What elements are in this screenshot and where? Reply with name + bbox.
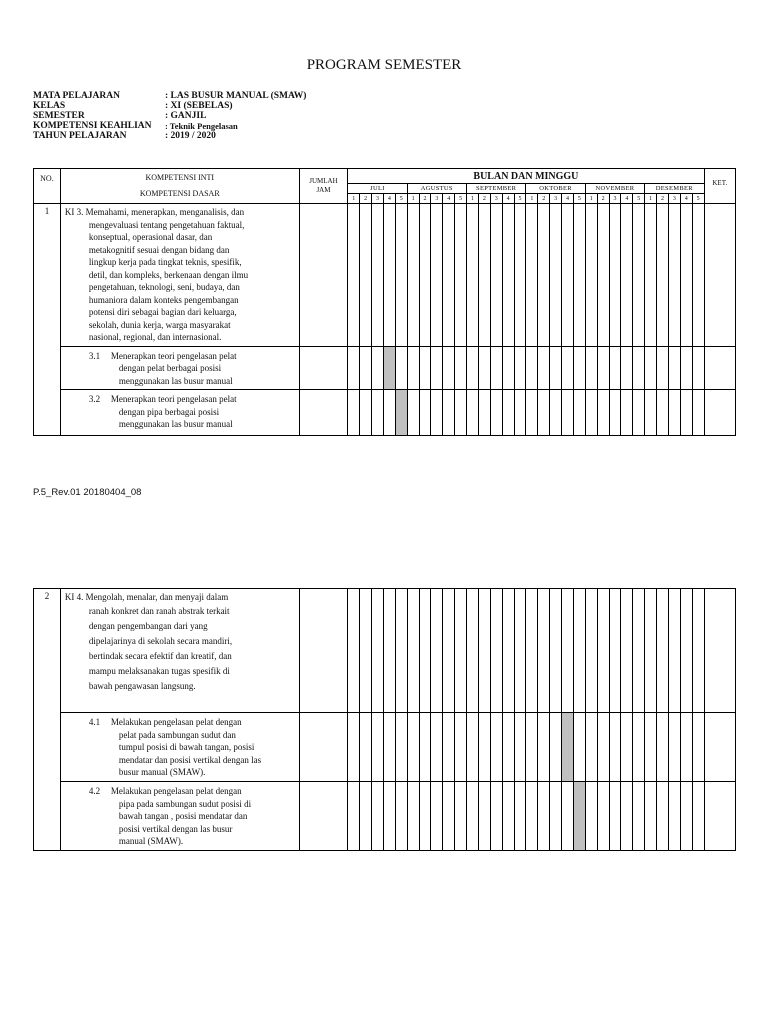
week-cell [573,346,585,390]
week-cell [645,589,657,713]
week-cell [419,346,431,390]
week-cell [395,390,407,436]
week-cell [633,589,645,713]
week-cell [372,713,384,782]
competency-line: Menerapkan teori pengelasan pelat [110,394,237,404]
week-cell [668,204,680,347]
week-cell [514,390,526,436]
hours-cell [299,589,348,713]
week-cell [502,782,514,851]
week-cell [668,589,680,713]
month-juli: JULI [348,184,407,194]
week-cell [372,390,384,436]
ki-row [34,204,736,347]
kd-row [34,346,736,390]
week-cell [490,390,502,436]
competency-line: tumpul posisi di bawah tangan, posisi [118,742,255,752]
week-cell [597,346,609,390]
week-cell [455,346,467,390]
week-cell [419,589,431,713]
week-cell [526,390,538,436]
week-cell [443,346,455,390]
week-cell [490,346,502,390]
hours-cell [299,713,348,782]
week-cell [419,782,431,851]
week-cell [348,589,360,713]
month-oktober: OKTOBER [526,184,585,194]
week-number: 2 [360,194,372,204]
competency-line: nasional, regional, dan internasional. [88,332,222,342]
week-cell [562,713,574,782]
week-cell [597,390,609,436]
week-cell [360,346,372,390]
week-cell [657,390,669,436]
week-number: 4 [443,194,455,204]
week-cell [680,390,692,436]
week-cell [372,346,384,390]
week-cell [645,390,657,436]
week-cell [443,713,455,782]
week-number: 5 [573,194,585,204]
week-cell [478,346,490,390]
week-cell [680,346,692,390]
week-cell [645,782,657,851]
week-number: 4 [383,194,395,204]
week-cell [360,782,372,851]
hours-cell [299,390,348,436]
notes-cell [704,782,735,851]
week-cell [692,713,704,782]
kd-row [34,390,736,436]
week-number: 2 [419,194,431,204]
week-cell [478,204,490,347]
week-cell [621,589,633,713]
week-cell [431,589,443,713]
week-number: 1 [526,194,538,204]
week-cell [538,589,550,713]
week-cell [490,782,502,851]
week-cell [455,390,467,436]
week-cell [538,782,550,851]
week-number: 4 [502,194,514,204]
week-cell [443,204,455,347]
week-cell [526,782,538,851]
header-competency: KOMPETENSI INTI KOMPETENSI DASAR [60,169,299,204]
competency-line: metakognitif sesuai dengan bidang dan [88,244,230,255]
week-cell [502,346,514,390]
week-cell [455,589,467,713]
week-cell [431,204,443,347]
meta-row-semester: SEMESTER : GANJIL [33,111,207,121]
page-title: PROGRAM SEMESTER [306,57,462,73]
competency-line: Menerapkan teori pengelasan pelat [110,350,237,361]
week-cell [478,713,490,782]
notes-cell [704,713,735,782]
week-cell [419,204,431,347]
week-cell [383,346,395,390]
week-cell [680,589,692,713]
competency-number: 4.2 [88,786,101,796]
competency-line: mampu melaksanakan tugas spesifik di [88,665,230,676]
week-cell [609,390,621,436]
header-no: NO. [34,169,61,204]
week-cell [621,346,633,390]
week-number: 1 [585,194,597,204]
week-cell [621,390,633,436]
competency-number: 3.2 [88,394,101,404]
competency-number: 4.1 [88,717,101,727]
competency-line: dengan pelat berbagai posisi [118,363,222,373]
week-cell [645,713,657,782]
ki-row [34,589,736,713]
week-cell [467,346,479,390]
week-cell [633,782,645,851]
week-cell [621,713,633,782]
week-cell [573,589,585,713]
core-competency-text: KI 3. Memahami, menerapkan, menganalisis, dan mengevaluasi tentang pengetahuan faktual, konseptual, operasional dasar, dan metakognitif sesuai dengan bidang dan lingkup kerja pada tingkat teknis, spesifik, detil, dan kompleks, berkenaan dengan ilmu pengetahuan, teknologi, seni, budaya, dan humaniora dalam konteks pengembangan potensi diri sebagai bagian dari keluarga, sekolah, dunia kerja, warga masyarakat nasional, regional, dan internasional. [60,204,299,347]
week-cell [407,589,419,713]
week-cell [550,346,562,390]
basic-competency-text [60,782,299,851]
week-cell [383,782,395,851]
week-cell [597,782,609,851]
week-cell [550,589,562,713]
week-cell [502,390,514,436]
competency-line: humaniora dalam konteks pengembangan [88,294,239,305]
week-cell [668,390,680,436]
meta-row-class: KELAS : XI (SEBELAS) [33,101,233,111]
week-cell [348,713,360,782]
week-cell [360,713,372,782]
week-cell [419,713,431,782]
notes-cell [704,589,735,713]
core-competency-text: KI 4. Mengolah, menalar, dan menyaji dalam ranah konkret dan ranah abstrak terkait dengan pengembangan dari yang dipelajarinya di sekolah secara mandiri, bertindak secara efektif dan kreatif, dan mampu melaksanakan tugas spesifik di bawah pengawasan langsung. [60,589,299,713]
meta-row-year: TAHUN PELAJARAN : 2019 / 2020 [33,131,216,141]
notes-cell [704,346,735,390]
week-cell [562,782,574,851]
week-cell [407,346,419,390]
week-cell [395,782,407,851]
week-cell [692,782,704,851]
week-cell [490,713,502,782]
week-cell [383,390,395,436]
competency-line: busur manual (SMAW). [118,767,206,777]
week-cell [609,713,621,782]
week-number: 1 [645,194,657,204]
week-cell [609,782,621,851]
row-number: 1 [34,204,61,436]
week-cell [657,782,669,851]
document-revision-code: P.5_Rev.01 20180404_08 [33,487,142,498]
week-number: 3 [609,194,621,204]
week-cell [395,204,407,347]
meta-row-subject: MATA PELAJARAN : LAS BUSUR MANUAL (SMAW) [33,91,307,101]
week-cell [383,204,395,347]
hours-cell [299,346,348,390]
competency-line: ranah konkret dan ranah abstrak terkait [88,605,230,616]
header-hours: JUMLAH JAM [299,169,348,204]
competency-line: detil, dan kompleks, berkenaan dengan ilmu [88,269,249,280]
week-cell [609,589,621,713]
competency-line: potensi diri sebagai bagian dari keluarga, [88,307,237,317]
week-cell [668,346,680,390]
week-number: 5 [692,194,704,204]
competency-line: Melakukan pengelasan pelat dengan [110,717,242,727]
week-cell [573,713,585,782]
month-november: NOVEMBER [585,184,644,194]
competency-line: bertindak secara efektif dan kreatif, dan [88,650,232,661]
week-cell [573,204,585,347]
week-number: 4 [562,194,574,204]
week-cell [490,204,502,347]
competency-line: dipelajarinya di sekolah secara mandiri, [88,635,233,646]
week-cell [657,346,669,390]
competency-line: bawah pengawasan langsung. [88,680,196,691]
semester-program-table-1 [33,168,736,436]
week-cell [550,204,562,347]
week-number: 4 [680,194,692,204]
week-cell [633,713,645,782]
week-cell [562,589,574,713]
competency-line: dengan pengembangan dari yang [88,620,208,631]
week-cell [478,589,490,713]
week-cell [467,589,479,713]
week-number: 3 [431,194,443,204]
week-cell [645,204,657,347]
week-cell [597,713,609,782]
week-cell [407,782,419,851]
week-number: 5 [395,194,407,204]
week-cell [443,390,455,436]
week-cell [360,589,372,713]
week-cell [585,204,597,347]
basic-competency-text [60,346,299,390]
week-cell [443,782,455,851]
week-cell [383,589,395,713]
week-cell [478,390,490,436]
week-cell [372,782,384,851]
week-cell [657,589,669,713]
week-cell [668,782,680,851]
notes-cell [704,390,735,436]
week-cell [550,782,562,851]
week-cell [502,589,514,713]
week-cell [585,713,597,782]
week-cell [431,390,443,436]
week-cell [490,589,502,713]
week-cell [633,390,645,436]
competency-line: posisi vertikal dengan las busur [118,823,233,834]
basic-competency-text [60,713,299,782]
week-cell [645,346,657,390]
week-cell [419,390,431,436]
week-cell [621,204,633,347]
week-cell [443,589,455,713]
week-number: 5 [514,194,526,204]
week-number: 5 [633,194,645,204]
notes-cell [704,204,735,347]
competency-line: manual (SMAW). [118,836,184,846]
week-cell [502,713,514,782]
week-cell [692,346,704,390]
week-number: 4 [621,194,633,204]
week-cell [431,782,443,851]
competency-line: mengevaluasi tentang pengetahuan faktual, [88,219,245,230]
week-cell [478,782,490,851]
week-number: 5 [455,194,467,204]
competency-line: pengetahuan, teknologi, seni, budaya, dan [88,282,240,292]
week-cell [455,204,467,347]
week-cell [585,782,597,851]
competency-line: pipa pada sambungan sudut posisi di [118,798,252,809]
hours-cell [299,204,348,347]
week-number: 2 [657,194,669,204]
week-number: 2 [538,194,550,204]
week-cell [692,204,704,347]
week-cell [668,713,680,782]
week-cell [526,346,538,390]
week-cell [407,204,419,347]
week-cell [597,589,609,713]
week-cell [372,589,384,713]
week-cell [609,204,621,347]
week-cell [467,204,479,347]
week-cell [573,782,585,851]
week-number: 3 [668,194,680,204]
week-cell [395,713,407,782]
week-cell [514,204,526,347]
week-cell [526,589,538,713]
basic-competency-text [60,390,299,436]
week-cell [550,713,562,782]
week-cell [467,713,479,782]
week-cell [395,346,407,390]
week-cell [538,346,550,390]
week-cell [680,204,692,347]
week-cell [692,390,704,436]
week-cell [692,589,704,713]
competency-number: 3.1 [88,350,101,361]
semester-program-table-2 [33,588,736,851]
week-cell [348,390,360,436]
week-cell [597,204,609,347]
week-cell [585,589,597,713]
week-number: 3 [372,194,384,204]
row-number: 2 [34,589,61,851]
week-cell [562,346,574,390]
competency-line: mendatar dan posisi vertikal dengan las [118,754,262,765]
week-cell [502,204,514,347]
week-cell [585,346,597,390]
week-cell [633,204,645,347]
kd-row [34,782,736,851]
week-cell [526,713,538,782]
week-cell [514,713,526,782]
document-metadata [33,91,306,141]
week-cell [514,782,526,851]
week-cell [407,713,419,782]
hours-cell [299,782,348,851]
week-cell [514,589,526,713]
week-cell [431,346,443,390]
week-cell [538,713,550,782]
week-cell [585,390,597,436]
competency-line: lingkup kerja pada tingkat teknis, spesifik, [88,257,242,267]
week-cell [348,782,360,851]
header-notes: KET. [704,169,735,204]
competency-line: pelat pada sambungan sudut dan [118,729,236,740]
week-cell [348,346,360,390]
week-number: 1 [348,194,360,204]
week-number: 3 [550,194,562,204]
week-cell [383,713,395,782]
meta-row-expertise: KOMPETENSI KEAHLIAN : Teknik Pengelasan [33,121,238,131]
week-cell [538,204,550,347]
month-agustus: AGUSTUS [407,184,466,194]
week-cell [526,204,538,347]
week-cell [657,713,669,782]
week-cell [455,713,467,782]
competency-line: bawah tangan , posisi mendatar dan [118,811,248,821]
competency-line: konseptual, operasional dasar, dan [88,232,213,242]
week-number: 2 [597,194,609,204]
competency-line: menggunakan las busur manual [118,419,233,429]
week-cell [348,204,360,347]
week-number: 1 [467,194,479,204]
week-cell [562,204,574,347]
week-cell [573,390,585,436]
competency-line: menggunakan las busur manual [118,375,233,386]
competency-line: dengan pipa berbagai posisi [118,406,220,417]
week-number: 2 [478,194,490,204]
competency-line: sekolah, dunia kerja, warga masyarakat [88,319,231,330]
week-cell [360,204,372,347]
week-cell [657,204,669,347]
week-cell [680,782,692,851]
week-cell [514,346,526,390]
week-cell [431,713,443,782]
week-cell [360,390,372,436]
week-cell [680,713,692,782]
week-cell [538,390,550,436]
header-months-weeks: BULAN DAN MINGGU [348,169,704,184]
week-cell [395,589,407,713]
week-cell [372,204,384,347]
competency-line: Melakukan pengelasan pelat dengan [110,786,242,796]
week-number: 1 [407,194,419,204]
week-cell [455,782,467,851]
week-cell [467,390,479,436]
week-cell [407,390,419,436]
week-cell [621,782,633,851]
week-cell [550,390,562,436]
month-september: SEPTEMBER [467,184,526,194]
kd-row [34,713,736,782]
week-cell [609,346,621,390]
week-cell [633,346,645,390]
week-cell [562,390,574,436]
week-cell [467,782,479,851]
week-number: 3 [490,194,502,204]
month-desember: DESEMBER [645,184,704,194]
